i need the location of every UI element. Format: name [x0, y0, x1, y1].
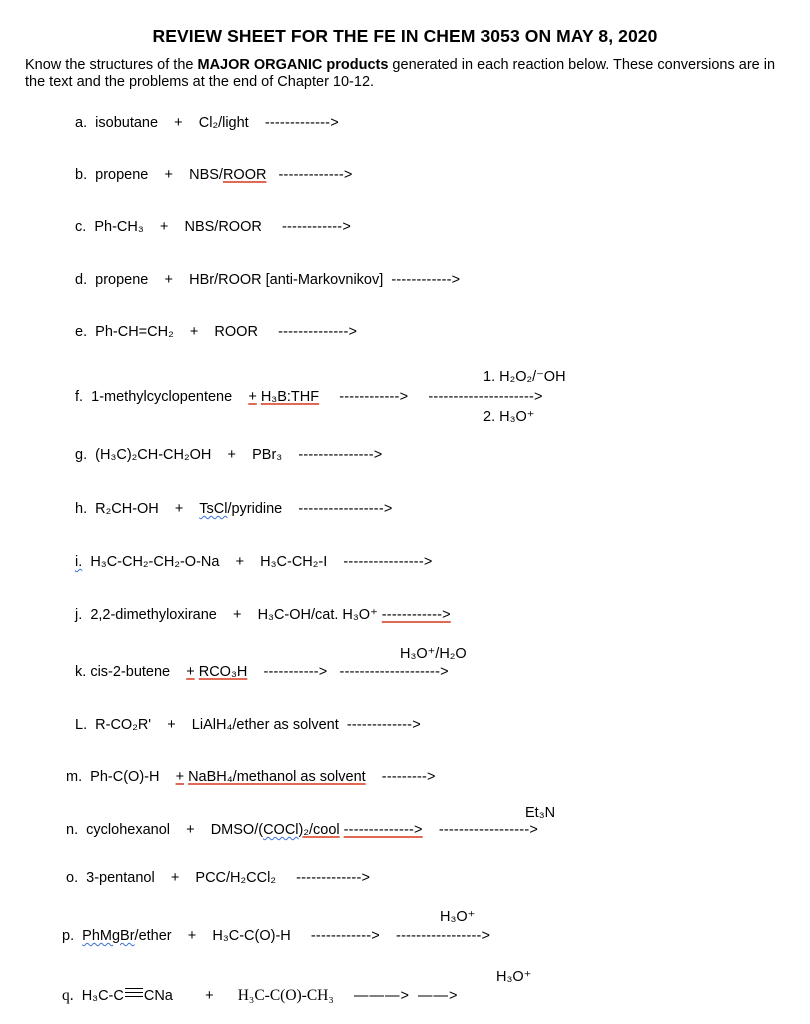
- plus-sign: +: [170, 870, 180, 886]
- substrate: Ph-CH₃: [94, 219, 144, 235]
- reaction-b: [75, 167, 353, 183]
- reaction-arrow-1: ------------>: [339, 389, 409, 405]
- reaction-i: [75, 554, 433, 570]
- substrate: isobutane: [95, 115, 159, 131]
- page-title: REVIEW SHEET FOR THE FE IN CHEM 3053 ON MAY 8, 2020: [152, 26, 658, 46]
- reaction-arrow-1: ------------>: [310, 928, 380, 944]
- reaction-label: e.: [75, 324, 88, 340]
- plus-sign: +: [167, 717, 176, 733]
- reagent: RCO₃H: [198, 664, 248, 680]
- substrate: propene: [95, 272, 149, 288]
- reaction-p-condition-above: H₃O⁺: [440, 909, 476, 925]
- plus-sign: +: [235, 554, 245, 570]
- reaction-n: [66, 822, 538, 838]
- reaction-p: [62, 928, 490, 944]
- plus-sign: +: [159, 219, 169, 235]
- substrate: CNa: [143, 988, 173, 1004]
- reaction-arrow-2: ----------------->: [396, 928, 491, 944]
- reaction-arrow: ---------------->: [343, 554, 433, 570]
- reaction-arrow: -------------->: [278, 324, 358, 340]
- reagent-underlined: ROOR: [222, 167, 267, 183]
- reaction-q: [62, 987, 458, 1005]
- substrate: cis-2-butene: [90, 664, 171, 680]
- reagent: PCC/H₂CCl₂: [195, 870, 276, 886]
- substrate: Ph-C(O)-H: [90, 769, 160, 785]
- reaction-arrow: ------------>: [381, 607, 451, 623]
- reaction-e: [75, 324, 357, 340]
- plus-sign: +: [174, 115, 183, 131]
- reaction-label: a.: [75, 115, 88, 131]
- plus-sign: +: [186, 664, 195, 680]
- reagent: NaBH₄/methanol as solvent: [188, 769, 366, 785]
- reaction-d: [75, 272, 460, 288]
- reaction-label: f.: [75, 389, 84, 405]
- reaction-label: o.: [66, 870, 79, 886]
- reaction-arrow-1: ----------->: [263, 664, 328, 680]
- reaction-arrow: ------------>: [281, 219, 351, 235]
- reaction-arrow-2: ------------------>: [438, 822, 539, 838]
- reagent: ROOR: [214, 324, 258, 340]
- reaction-f-condition-above: 1. H₂O₂/⁻OH: [483, 369, 566, 385]
- reaction-label: q.: [62, 987, 74, 1004]
- substrate: H₃C-CH₂-CH₂-O-Na: [90, 554, 220, 570]
- substrate: 1-methylcyclopentene: [91, 389, 233, 405]
- reagent: H₃B:THF: [260, 389, 320, 405]
- reaction-arrow: ------------->: [264, 115, 339, 131]
- plus-sign: +: [175, 769, 185, 785]
- reagent: DMSO/(: [210, 822, 264, 838]
- plus-sign: +: [232, 607, 242, 623]
- reaction-arrow-1: -------------->: [343, 822, 423, 838]
- reaction-k: [75, 664, 449, 680]
- reaction-h: [75, 501, 393, 517]
- reaction-a: [75, 115, 339, 131]
- intro-text-bold: MAJOR ORGANIC products: [197, 57, 389, 73]
- reaction-f-condition-below: 2. H₃O⁺: [483, 409, 535, 425]
- reagent: H₃C-OH/cat. H₃O⁺: [257, 607, 378, 623]
- plus-sign: +: [189, 324, 199, 340]
- reaction-c: [75, 219, 351, 235]
- reagent: H₃C-C(O)-H: [212, 928, 291, 944]
- reaction-label: k.: [75, 664, 87, 680]
- reaction-g: [75, 447, 382, 463]
- substrate: R₂CH-OH: [95, 501, 159, 517]
- reagent: HBr/ROOR [anti-Markovnikov]: [189, 272, 384, 288]
- reaction-label: m.: [66, 769, 83, 785]
- substrate-underlined: PhMgBr: [82, 928, 135, 944]
- reaction-arrow: ------------->: [346, 717, 421, 733]
- reaction-arrow: ------------->: [296, 870, 371, 886]
- reaction-j: [75, 607, 451, 623]
- substrate: 2,2-dimethyloxirane: [90, 607, 217, 623]
- reaction-l: [75, 717, 421, 733]
- intro-paragraph: [25, 57, 795, 91]
- reaction-label: d.: [75, 272, 88, 288]
- substrate: (H₃C)₂CH-CH₂OH: [95, 447, 212, 463]
- reaction-n-condition-above: Et₃N: [525, 805, 556, 821]
- reaction-f: [75, 389, 543, 405]
- reaction-label: g.: [75, 447, 88, 463]
- plus-sign: +: [227, 447, 236, 463]
- reagent: LiAlH₄/ether as solvent: [191, 717, 339, 733]
- substrate: /ether: [134, 928, 172, 944]
- reagent: H₃C-C(O)-CH₃: [237, 987, 334, 1004]
- reagent: NBS/ROOR: [184, 219, 262, 235]
- reagent: H₃C-CH₂-I: [260, 554, 328, 570]
- triple-bond-icon: [124, 987, 144, 999]
- reaction-arrow-2: -------------------->: [339, 664, 449, 680]
- plus-sign: +: [164, 167, 173, 183]
- reaction-arrow-2: --------------------->: [428, 389, 543, 405]
- intro-text-after: generated in each reaction below. These conversions are in the text and the problems at the end of Chapter 10-12.: [25, 57, 776, 90]
- plus-sign: +: [187, 928, 197, 944]
- reaction-label: c.: [75, 219, 87, 235]
- reaction-label: h.: [75, 501, 88, 517]
- intro-text-before: Know the structures of the: [25, 57, 198, 73]
- substrate: propene: [95, 167, 149, 183]
- reaction-arrow: --------->: [381, 769, 436, 785]
- substrate: cyclohexanol: [86, 822, 170, 838]
- reaction-label: b.: [75, 167, 88, 183]
- reaction-arrow: ------------>: [391, 272, 461, 288]
- plus-sign: +: [205, 988, 214, 1004]
- plus-sign: +: [174, 501, 184, 517]
- reaction-label: n.: [66, 822, 79, 838]
- plus-sign: +: [186, 822, 195, 838]
- substrate: R-CO₂R': [95, 717, 152, 733]
- substrate: Ph-CH=CH₂: [95, 324, 174, 340]
- reaction-label: j.: [75, 607, 83, 623]
- reaction-o: [66, 870, 370, 886]
- reagent: Cl₂/light: [198, 115, 249, 131]
- plus-sign: +: [164, 272, 173, 288]
- reaction-label: p.: [62, 928, 75, 944]
- reagent: PBr₃: [252, 447, 283, 463]
- reagent: NBS/: [189, 167, 223, 183]
- substrate: 3-pentanol: [86, 870, 155, 886]
- reagent-underlined: COCl: [263, 822, 299, 838]
- reaction-arrow: ------------->: [278, 167, 353, 183]
- plus-sign: +: [248, 389, 257, 405]
- reagent-underlined: TsCl: [199, 501, 228, 517]
- reagent: /pyridine: [227, 501, 283, 517]
- reaction-arrow: --------------->: [298, 447, 383, 463]
- reaction-arrow-1: ———>: [353, 988, 410, 1004]
- reaction-arrow-2: ——>: [417, 988, 459, 1004]
- reaction-label: L.: [75, 717, 88, 733]
- reagent: )₂/cool: [298, 822, 340, 838]
- reaction-q-condition-above: H₃O⁺: [496, 969, 532, 985]
- substrate: H₃C-C: [81, 988, 124, 1004]
- reaction-k-condition-above: H₃O⁺/H₂O: [400, 646, 467, 662]
- reaction-label: i.: [75, 554, 83, 570]
- reaction-m: [66, 769, 436, 785]
- reaction-arrow: ----------------->: [298, 501, 393, 517]
